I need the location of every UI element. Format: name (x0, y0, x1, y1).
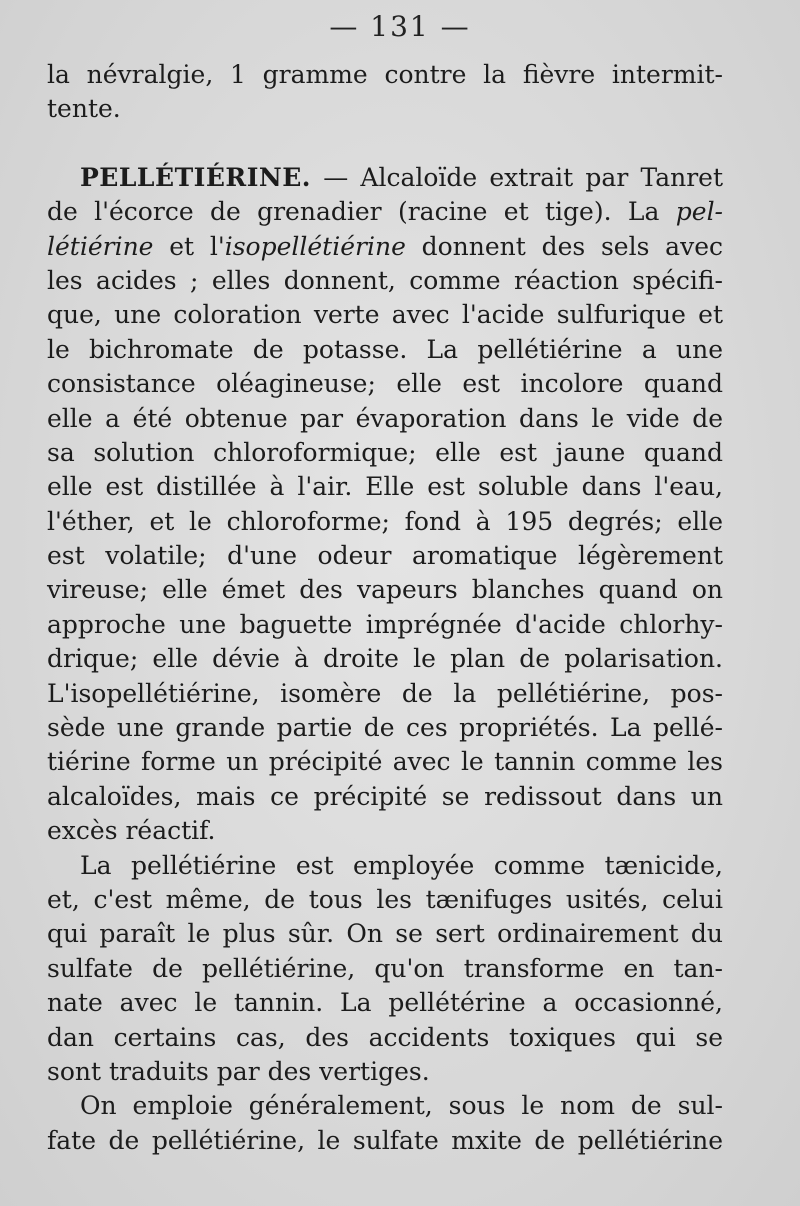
text-line: L'isopellétiérine, isomère de la pellétiérine, pos- (47, 678, 723, 708)
text-line: et, c'est même, de tous les tænifuges usités, celui (47, 884, 723, 914)
text-line: que, une coloration verte avec l'acide sulfurique et (47, 300, 723, 330)
text-line: la névralgie, 1 gramme contre la fièvre intermit- (47, 60, 723, 89)
text-line: On emploie généralement, sous le nom de sul- (80, 1091, 723, 1121)
text-line: dan certains cas, des accidents toxiques qui se (47, 1022, 723, 1052)
text-line: consistance oléagineuse; elle est incolore quand (47, 369, 723, 399)
text-fragment: — Alcaloïde extrait par Tanret (323, 162, 724, 192)
paragraph-gap (47, 127, 723, 161)
text-line: qui paraît le plus sûr. On se sert ordinairement du (47, 919, 723, 949)
text-line: alcaloïdes, mais ce précipité se redissout dans un (47, 781, 723, 811)
text-line (47, 195, 723, 229)
text-line: les acides ; elles donnent, comme réaction spécifi- (47, 265, 723, 295)
text-fragment: donnent des sels avec (421, 231, 723, 261)
text-line: l'éther, et le chloroforme; fond à 195 degrés; elle (47, 506, 723, 536)
text-line: le bichromate de potasse. La pellétiérine a une (47, 334, 723, 364)
text-line: approche une baguette imprégnée d'acide chlorhy- (47, 609, 723, 639)
text-line (47, 230, 723, 264)
entry-heading: PELLÉTIÉRINE. (80, 162, 311, 192)
text-fragment: de l'écorce de grenadier (racine et tige). La (47, 197, 660, 227)
text-line: tente. (47, 94, 121, 124)
page-number: — 131 — (329, 10, 471, 43)
text-line: fate de pellétiérine, le sulfate mxite de pellétiérine (47, 1125, 723, 1155)
text-line: drique; elle dévie à droite le plan de polarisation. (47, 644, 723, 674)
italic-term: isopellétiérine (224, 231, 406, 261)
text-line: elle est distillée à l'air. Elle est soluble dans l'eau, (47, 472, 723, 502)
text-line: sulfate de pellétiérine, qu'on transforme en tan- (47, 953, 723, 983)
text-line: sède une grande partie de ces propriétés. La pellé- (47, 713, 723, 743)
italic-term: létiérine (47, 231, 154, 261)
text-line: sa solution chloroformique; elle est jaune quand (47, 437, 723, 467)
text-line: sont traduits par des vertiges. (47, 1056, 430, 1086)
text-line: est volatile; d'une odeur aromatique légèrement (47, 541, 723, 571)
text-line: excès réactif. (47, 816, 216, 846)
text-line: tiérine forme un précipité avec le tannin comme les (47, 747, 723, 777)
text-line: vireuse; elle émet des vapeurs blanches quand on (47, 575, 723, 605)
text-fragment: et l' (169, 231, 225, 261)
italic-term: pel- (675, 197, 724, 227)
text-line: La pellétiérine est employée comme tænicide, (80, 850, 723, 880)
page-body (47, 58, 723, 1158)
text-line: elle a été obtenue par évaporation dans le vide de (47, 403, 723, 433)
text-line (47, 161, 723, 195)
text-line: nate avec le tannin. La pellétérine a occasionné, (47, 988, 723, 1018)
